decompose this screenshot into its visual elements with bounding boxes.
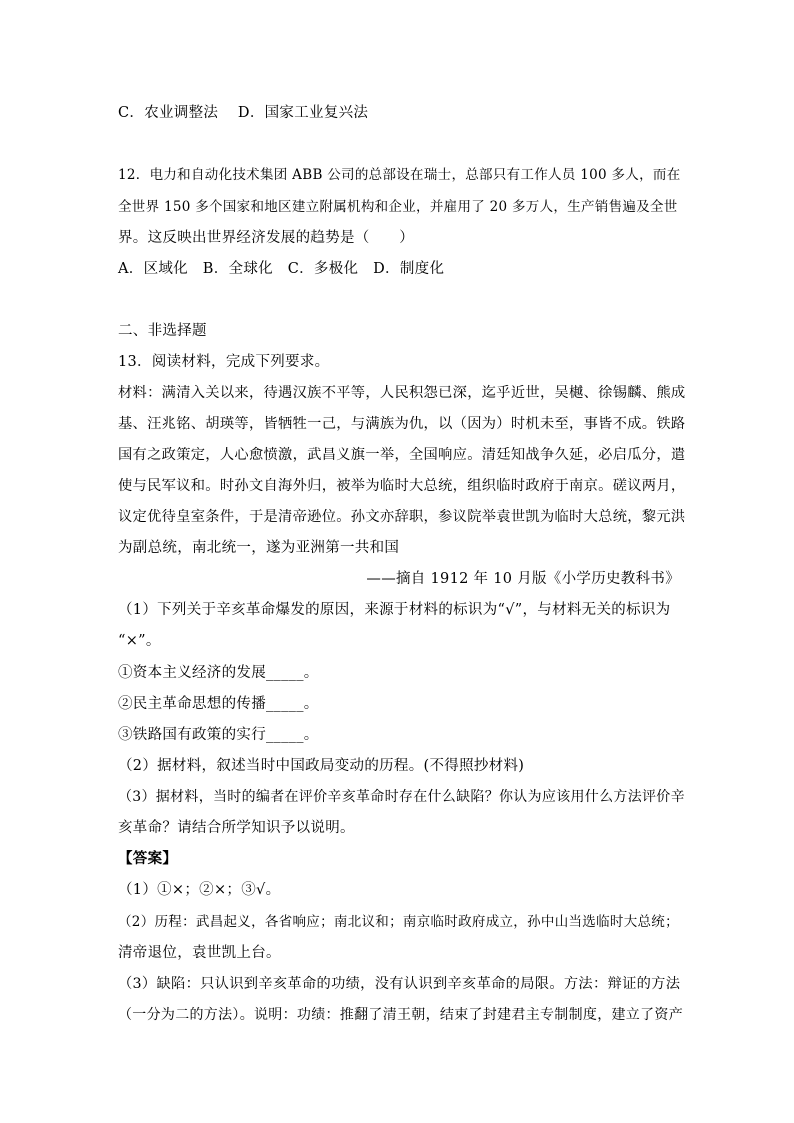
item-2: ②民主革命思想的传播_____。 <box>118 696 319 712</box>
answer-2-line-1: （2）历程：武昌起义，各省响应；南北议和；南京临时政府成立，孙中山当选临时大总统； <box>118 914 679 930</box>
question-12-line-1: 12．电力和自动化技术集团 ABB 公司的总部设在瑞士，总部只有工作人员 100 多人，而在 <box>118 167 681 183</box>
item-3: ③铁路国有政策的实行_____。 <box>118 727 319 743</box>
material-line-4: 使与民军议和。时孙文自海外归，被举为临时大总统，组织临时政府于南京。磋议两月， <box>118 478 686 494</box>
answer-1: （1）①×；②×；③√。 <box>118 882 281 898</box>
section-heading: 二、非选择题 <box>118 323 207 339</box>
answer-3-line-2: （一分为二的方法）。说明：功绩：推翻了清王朝，结束了封建君主专制制度，建立了资产 <box>118 1007 683 1023</box>
sub-question-3-line-1: （3）据材料，当时的编者在评价辛亥革命时存在什么缺陷？你认为应该用什么方法评价辛 <box>118 789 685 805</box>
sub-question-1-line-1: （1）下列关于辛亥革命爆发的原因，来源于材料的标识为“√”，与材料无关的标识为 <box>118 602 671 618</box>
material-line-6: 为副总统，南北统一，遂为亚洲第一共和国 <box>118 540 400 556</box>
question-12-line-3: 界。这反映出世界经济发展的趋势是（ ） <box>118 230 414 246</box>
answer-2-line-2: 清帝退位，袁世凯上台。 <box>118 945 281 961</box>
item-1: ①资本主义经济的发展_____。 <box>118 665 319 681</box>
material-source: ——摘自 1912 年 10 月版《小学历史教科书》 <box>366 571 680 587</box>
question-12-options: A．区域化 B．全球化 C．多极化 D．制度化 <box>118 261 445 277</box>
material-line-2: 基、汪兆铭、胡瑛等，皆牺牲一己，与满族为仇，以（因为）时机未至，事皆不成。铁路 <box>118 416 686 432</box>
sub-question-2: （2）据材料，叙述当时中国政局变动的历程。(不得照抄材料) <box>118 758 525 774</box>
sub-question-1-line-2: “×”。 <box>118 633 161 649</box>
option-c-d: C．农业调整法 D．国家工业复兴法 <box>118 105 369 121</box>
answer-heading: 【答案】 <box>118 850 178 867</box>
material-line-3: 国有之政策定，人心愈愤激，武昌义旗一举，全国响应。清廷知战争久延，必启瓜分，遣 <box>118 447 686 463</box>
question-13-title: 13．阅读材料，完成下列要求。 <box>118 354 330 370</box>
material-line-5: 议定优待皇室条件，于是清帝逊位。孙文亦辞职，参议院举袁世凯为临时大总统，黎元洪 <box>118 509 686 525</box>
question-12-line-2: 全世界 150 多个国家和地区建立附属机构和企业，并雇用了 20 多万人，生产销售遍及全世 <box>118 199 678 215</box>
material-line-1: 材料：满清入关以来，待遇汉族不平等，人民积怨已深，迄乎近世，吴樾、徐锡麟、熊成 <box>118 385 686 401</box>
answer-3-line-1: （3）缺陷：只认识到辛亥革命的功绩，没有认识到辛亥革命的局限。方法：辩证的方法 <box>118 976 681 992</box>
sub-question-3-line-2: 亥革命？请结合所学知识予以说明。 <box>118 820 355 836</box>
